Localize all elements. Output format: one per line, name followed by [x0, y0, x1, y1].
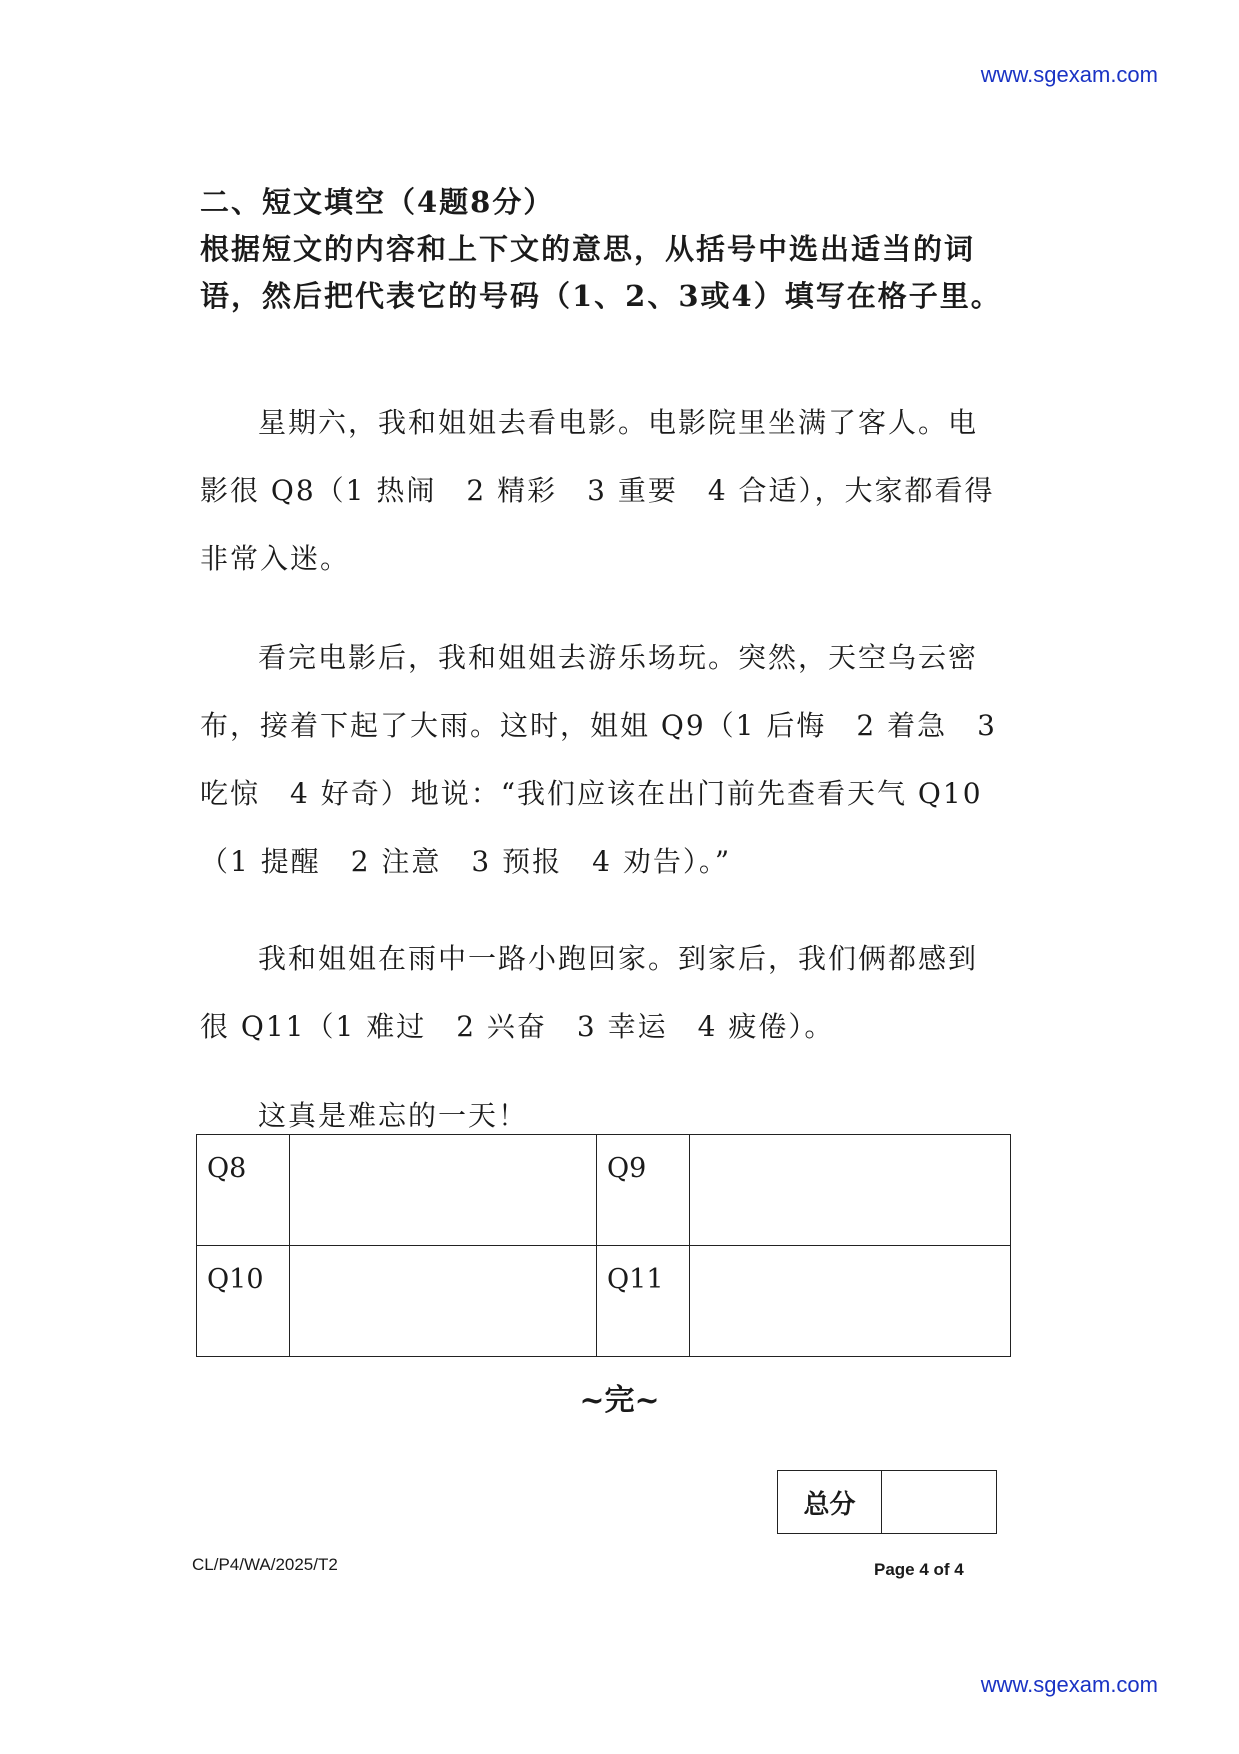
answer-cell-q9[interactable]: [690, 1135, 1011, 1246]
passage-paragraph-3: 我和姐姐在雨中一路小跑回家。到家后，我们俩都感到很 Q11（1 难过 2 兴奋 3 幸运 4 疲倦）。: [200, 942, 979, 1043]
page-number: Page 4 of 4: [874, 1560, 964, 1579]
passage-paragraph-4: 这真是难忘的一天！: [258, 1099, 529, 1132]
table-row: [197, 1246, 1011, 1357]
watermark-bottom: www.sgexam.com: [980, 1672, 1158, 1697]
passage-paragraph-2: 看完电影后，我和姐姐去游乐场玩。突然，天空乌云密布，接着下起了大雨。这时，姐姐 Q9（1 后悔 2 着急 3 吃惊 4 好奇）地说：“我们应该在出门前先查看天气 Q10（1 提醒 2 注意 3 预报 4 劝告）。”: [200, 641, 997, 878]
total-score-box: [777, 1470, 997, 1534]
passage-paragraph-1: 星期六，我和姐姐去看电影。电影院里坐满了客人。电影很 Q8（1 热闹 2 精彩 3 重要 4 合适），大家都看得非常入迷。: [200, 406, 995, 575]
table-row: [197, 1135, 1011, 1246]
total-score-label: 总分: [778, 1471, 882, 1533]
total-score-value[interactable]: [882, 1471, 996, 1533]
paper-code: CL/P4/WA/2025/T2: [192, 1555, 338, 1574]
answer-cell-q8[interactable]: [290, 1135, 597, 1246]
end-mark: ~完~: [579, 1383, 660, 1418]
instructions: 根据短文的内容和上下文的意思，从括号中选出适当的词语，然后把代表它的号码（1、2、3或4）填写在格子里。: [200, 232, 1002, 313]
watermark-top: www.sgexam.com: [980, 62, 1158, 87]
answer-cell-q11[interactable]: [690, 1246, 1011, 1357]
question-label-q10: Q10: [197, 1246, 290, 1357]
question-label-q11: Q11: [597, 1246, 690, 1357]
question-label-q8: Q8: [197, 1135, 290, 1246]
section-title: 二、短文填空（4题8分）: [200, 185, 555, 219]
question-label-q9: Q9: [597, 1135, 690, 1246]
answer-cell-q10[interactable]: [290, 1246, 597, 1357]
answer-table: [196, 1134, 1011, 1357]
